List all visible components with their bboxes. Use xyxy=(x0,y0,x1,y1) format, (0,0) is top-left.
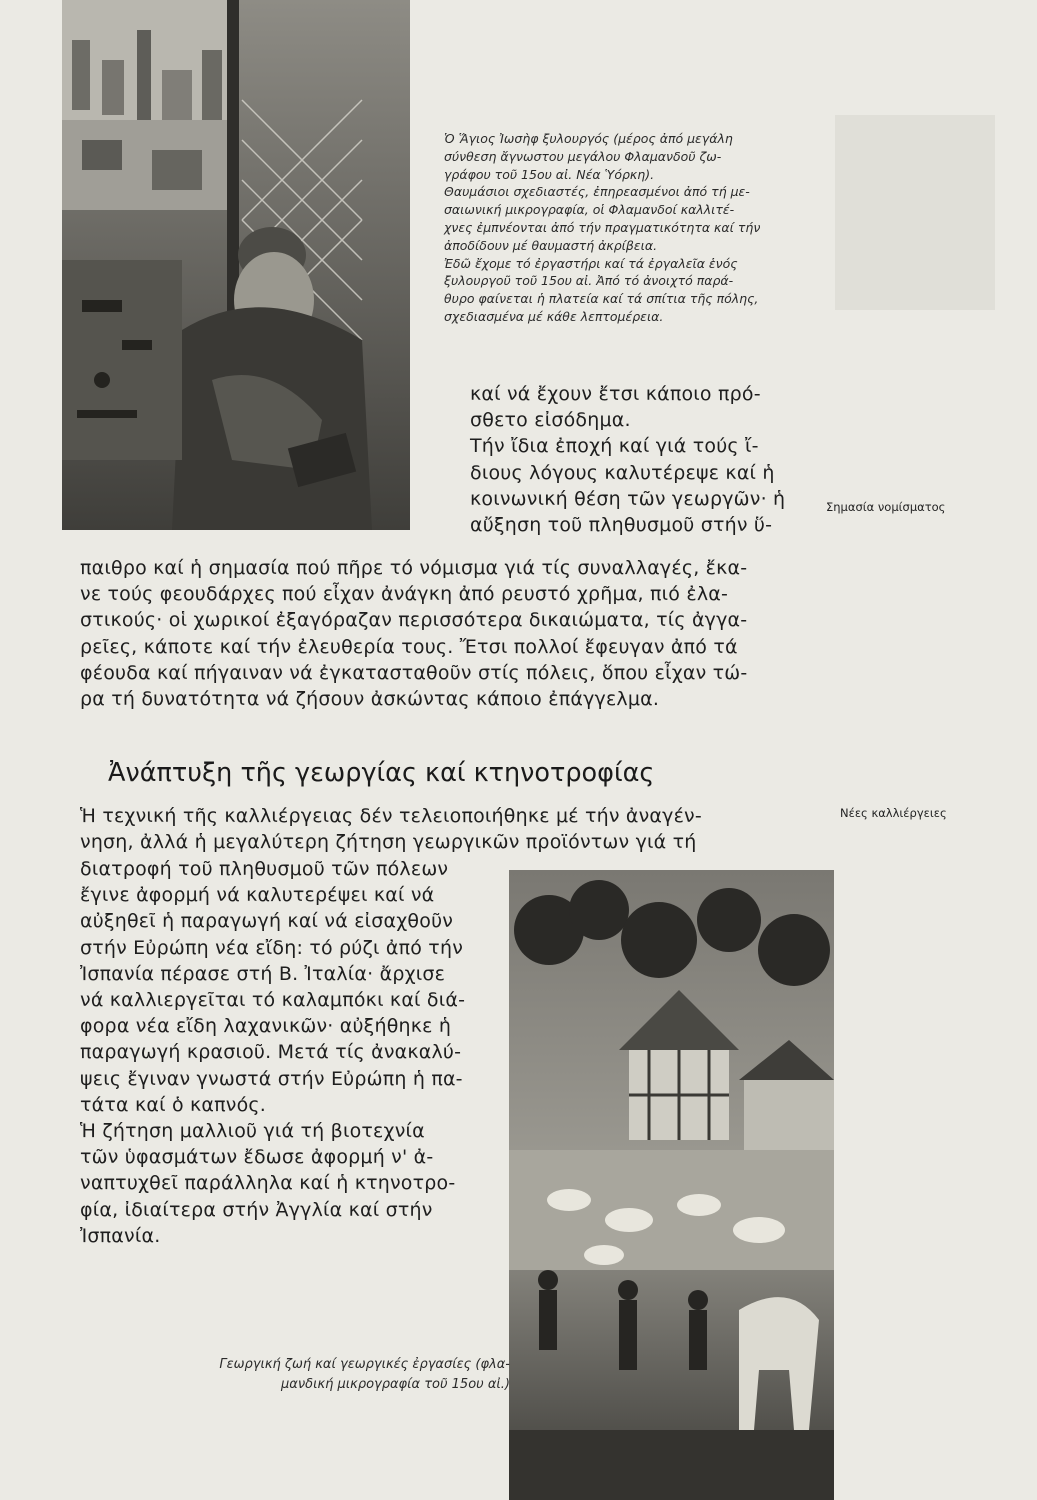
body-paragraph-2-narrow: διατροφή τοῦ πληθυσμοῦ τῶν πόλεων ἔγινε ἀφορμή νά καλυτερέψει καί νά αὐξηθεῖ ἡ παραγωγή καί νά εἰσαχθοῦν στήν Εὐρώπη νέα εἴδη: τό ρύζι ἀπό τήν Ἰσπανία πέρασε στή Β. Ἰταλία· ἄρχισε νά καλλιεργεῖται τό καλαμπόκι καί διά- φορα νέα εἴδη λαχανικῶν· αὐξήθηκε ἡ παραγωγή κρασιοῦ. Μετά τίς ἀνακαλύ- ψεις ἔγιναν γνωστά στήν Εὐρώπη ἡ πα- τάτα καί ὁ καπνός. Ἡ ζήτηση μαλλιοῦ γιά τή βιοτεχνία τῶν ὑφασμάτων ἔδωσε ἀφορμή ν' ἀ- ναπτυχθεῖ παράλληλα καί ἡ κτηνοτρο- φία, ἰδιαίτερα στήν Ἀγγλία καί στήν Ἰσπανία. xyxy=(80,858,466,1247)
rural-life-painting-icon xyxy=(509,870,834,1500)
bottom-figure-caption: Γεωργική ζωή καί γεωργικές ἐργασίες (φλα- μανδική μικρογραφία τοῦ 15ου αἰ.) xyxy=(219,1357,510,1392)
body-paragraph-1-narrow: καί νά ἔχουν ἔτσι κάποιο πρό- σθετο εἰσόδημα. Τήν ἴδια ἐποχή καί γιά τούς ἴ- διους λόγους καλυτέρεψε καί ἡ κοινωνική θέση τῶν γεωργῶν· ἡ αὔξηση τοῦ πληθυσμοῦ στήν ὕ- xyxy=(470,383,786,537)
body-paragraph-1-wide: παιθρο καί ἡ σημασία πού πῆρε τό νόμισμα γιά τίς συναλλαγές, ἔκα- νε τούς φεουδάρχες πού εἶχαν ἀνάγκη ἀπό ρευστό χρῆμα, πιό ἐλα- στικούς· οἱ χωρικοί ἐξαγόραζαν περισσότερα δικαιώματα, τίς ἀγγα- ρεῖες, κάποτε καί τήν ἐλευθερία τους. Ἔτσι πολλοί ἔφευγαν ἀπό τά φέουδα καί πήγαιναν νά ἐγκατασταθοῦν στίς πόλεις, ὅπου εἶχαν τώ- ρα τή δυνατότητα νά ζήσουν ἀσκώντας κάποιο ἐπάγγελμα. xyxy=(80,557,748,711)
top-figure xyxy=(62,0,410,530)
body-paragraph-2-wide: Ἡ τεχνική τῆς καλλιέργειας δέν τελειοποιήθηκε μέ τήν ἀναγέν- νηση, ἀλλά ἡ μεγαλύτερη ζήτηση γεωργικῶν προϊόντων γιά τή xyxy=(80,805,702,854)
margin-note-new-crops: Νέες καλλιέργειες xyxy=(840,806,947,820)
bottom-figure xyxy=(509,870,834,1500)
margin-note-currency: Σημασία νομίσματος xyxy=(826,500,946,514)
woodworker-painting-icon xyxy=(62,0,410,530)
top-figure-caption: Ὁ Ἅγιος Ἰωσὴφ ξυλουργός (μέρος ἀπό μεγάλη σύνθεση ἄγνωστου μεγάλου Φλαμανδοῦ ζω- γράφου τοῦ 15ου αἰ. Νέα Ὑόρκη). Θαυμάσιοι σχεδιαστές, ἐπηρεασμένοι ἀπό τή με- σαιωνική μικρογραφία, οἱ Φλαμανδοί καλλιτέ- χνες ἐμπνέονται ἀπό τήν πραγματικότητα καί τήν ἀποδίδουν μέ θαυμαστή ἀκρίβεια. Ἐδῶ ἔχομε τό ἐργαστήρι καί τά ἐργαλεῖα ἑνός ξυλουργοῦ τοῦ 15ου αἰ. Ἀπό τό ἀνοιχτό παρά- θυρο φαίνεται ἡ πλατεία καί τά σπίτια τῆς πόλης, σχεδιασμένα μέ κάθε λεπτομέρεια. xyxy=(444,131,761,324)
show-through-box xyxy=(835,115,995,310)
section-heading: Ἀνάπτυξη τῆς γεωργίας καί κτηνοτροφίας xyxy=(108,758,655,788)
